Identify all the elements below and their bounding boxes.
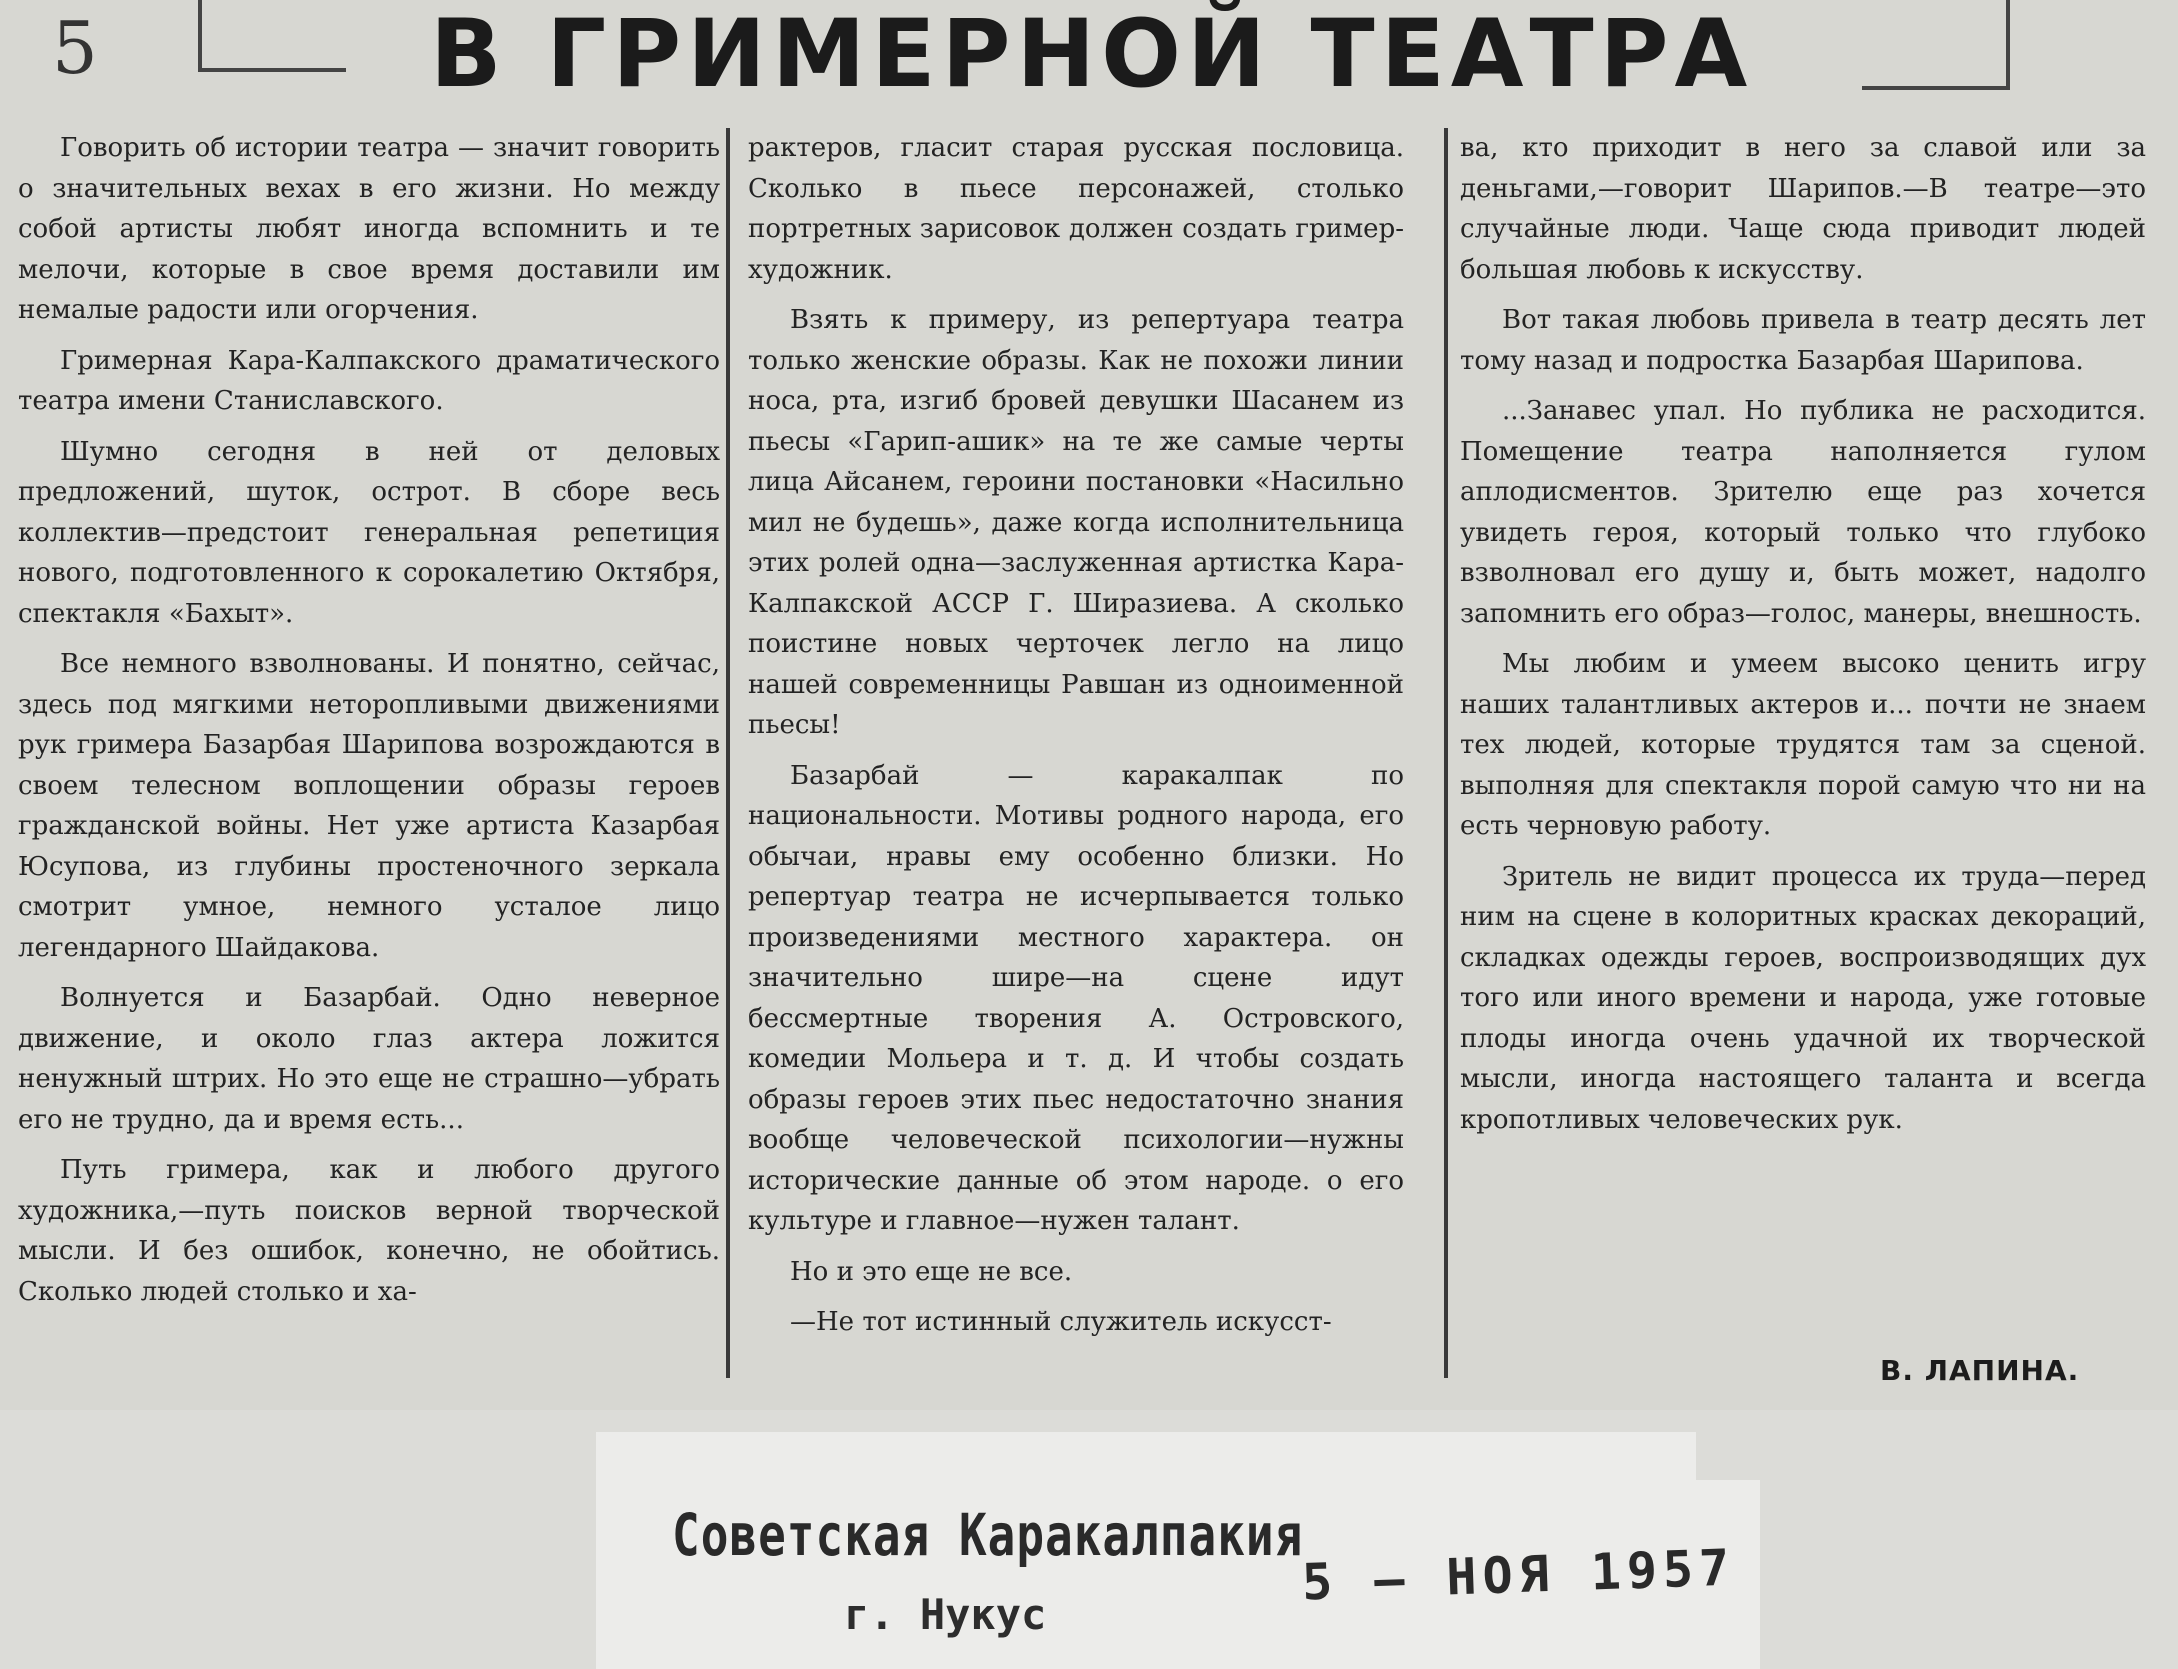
paragraph: Но и это еще не все. — [790, 1256, 1073, 1287]
paragraph: Гримерная Кара-Калпакского драматического театра имени Станиславского. — [18, 345, 720, 416]
article-column-1 — [18, 128, 720, 1322]
article-headline: В ГРИМЕРНОЙ ТЕАТРА — [430, 0, 1754, 109]
paragraph: Волнуется и Базарбай. Одно неверное движение, и около глаз актера ложится ненужный штрих. Но это еще не страшно—убрать его не трудно, да и время есть... — [18, 983, 720, 1135]
frame-rule — [2006, 0, 2010, 90]
paragraph: рактеров, гласит старая русская пословица. Сколько в пьесе персонажей, столько портретных зарисовок должен создать гример-художник. — [748, 133, 1404, 285]
column-divider — [726, 128, 730, 1378]
frame-rule — [198, 68, 346, 72]
paragraph: Шумно сегодня в ней от деловых предложений, шуток, острот. В сборе весь коллектив—предстоит генеральная репетиция нового, подготовленного к сорокалетию Октября, спектакля «Бахыт». — [18, 436, 720, 629]
newspaper-name-stamp: Советская Каракалпакия — [672, 1501, 1304, 1569]
article-column-2 — [748, 128, 1404, 1353]
author-signature: В. ЛАПИНА. — [1880, 1354, 2080, 1387]
paragraph: Взять к примеру, из репертуара театра только женские образы. Как не похожи линии носа, рта, изгиб бровей девушки Шасанем из пьесы «Гарип-ашик» на те же самые черты лица Айсанем, героини постановки «Насильно мил не будешь», даже когда исполнительница этих ролей одна—заслуженная артистка Кара-Калпакской АССР Г. Ширазиева. А сколько поистине новых черточек легло на лицо нашей современницы Равшан из одноименной пьесы! — [748, 305, 1404, 740]
paragraph: —Не тот истинный служитель искусст- — [790, 1307, 1332, 1337]
frame-rule — [198, 0, 202, 72]
article-column-3 — [1460, 128, 2146, 1150]
paragraph: Все немного взволнованы. И понятно, сейчас, здесь под мягкими неторопливыми движениями рук гримера Базарбая Шарипова возрождаются в своем телесном воплощении образы героев гражданской войны. Нет уже артиста Казарбая Юсупова, из глубины простеночного зеркала смотрит умное, немного усталое лицо легендарного Шайдакова. — [18, 649, 720, 963]
paragraph: Базарбай — каракалпак по национальности. Мотивы родного народа, его обычаи, нравы ему особенно близки. Но репертуар театра не исчерпывается только произведениями местного характера. он значительно шире—на сцене идут бессмертные творения А. Островского, комедии Мольера и т. д. И чтобы создать образы героев этих пьес недостаточно знания вообще человеческой психологии—нужны исторические данные об этом народе. о его культуре и главное—нужен талант. — [748, 760, 1404, 1236]
paragraph: Говорить об истории театра — значит говорить о значительных вехах в его жизни. Но между собой артисты любят иногда вспомнить и те мелочи, которые в свое время доставили им немалые радости или огорчения. — [18, 133, 720, 325]
paragraph: Мы любим и умеем высоко ценить игру наших талантливых актеров и... почти не знаем тех людей, которые трудятся там за сценой. выполняя для спектакля порой самую что ни на есть черновую работу. — [1460, 649, 2146, 841]
frame-rule — [1862, 86, 2010, 90]
date-stamp: 5 — НОЯ 1957 — [1301, 1538, 1737, 1612]
paragraph: ...Занавес упал. Но публика не расходится. Помещение театра наполняется гулом аплодисментов. Зрителю еще раз хочется увидеть героя, который только что глубоко взволновал его душу и, быть может, надолго запомнить его образ—голос, манеры, внешность. — [1460, 396, 2146, 629]
paragraph: Путь гримера, как и любого другого художника,—путь поисков верной творческой мысли. И без ошибок, конечно, не обойтись. Сколько людей столько и ха- — [18, 1155, 720, 1307]
paragraph: Вот такая любовь привела в театр десять лет тому назад и подростка Базарбая Шарипова. — [1460, 305, 2146, 376]
paragraph: Зритель не видит процесса их труда—перед ним на сцене в колоритных красках декораций, складках одежды героев, воспроизводящих дух того или иного времени и народа, уже готовые плоды иногда очень удачной их творческой мысли, иногда настоящего таланта и всегда кропотливых человеческих рук. — [1460, 861, 2146, 1135]
column-divider — [1444, 128, 1448, 1378]
article-body — [0, 128, 2178, 1398]
city-stamp: г. Нукус — [844, 1590, 1047, 1639]
paragraph: ва, кто приходит в него за славой или за деньгами,—говорит Шарипов.—В театре—это случайные люди. Чаще сюда приводит людей большая любовь к искусству. — [1460, 133, 2146, 285]
handwritten-mark: 5 — [52, 6, 98, 90]
